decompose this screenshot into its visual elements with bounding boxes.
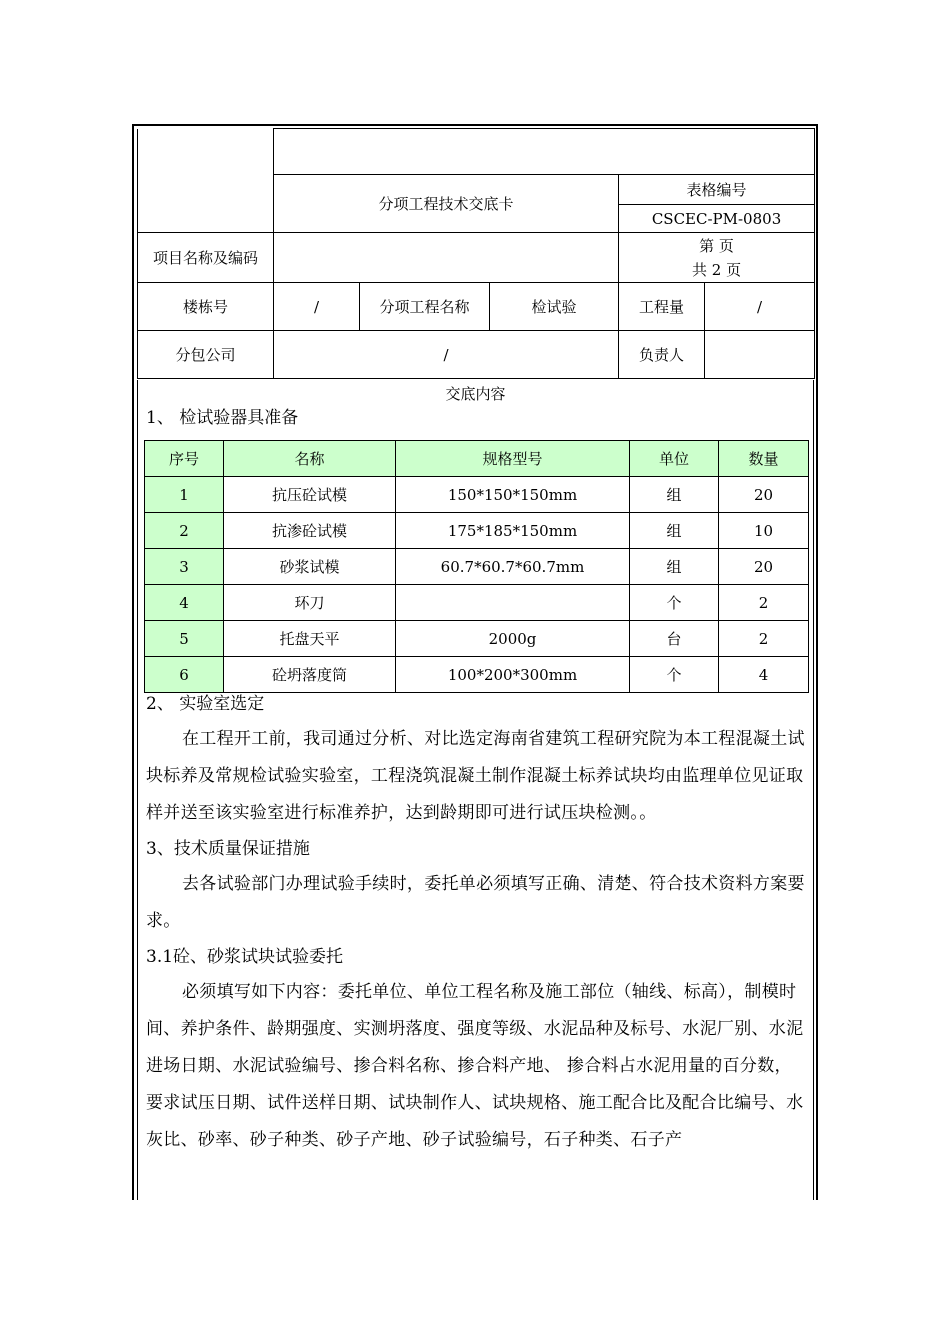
cell-qty: 4 <box>719 657 809 693</box>
cell-no: 2 <box>145 513 224 549</box>
total-pages: 共 2 页 <box>691 260 742 279</box>
cell-unit: 组 <box>630 477 719 513</box>
th-unit: 单位 <box>630 441 719 477</box>
table-row <box>145 621 809 657</box>
cell-no: 1 <box>145 477 224 513</box>
cell-no: 6 <box>145 657 224 693</box>
cell-name: 抗渗砼试模 <box>224 513 396 549</box>
logo-cell <box>138 129 274 233</box>
header-table-wrap <box>137 128 814 379</box>
th-name: 名称 <box>224 441 396 477</box>
subcontractor-value: / <box>274 331 619 379</box>
cell-unit: 个 <box>630 585 719 621</box>
cell-no: 4 <box>145 585 224 621</box>
section-3-paragraph: 去各试验部门办理试验手续时，委托单必须填写正确、清楚、符合技术资料方案要求。 <box>146 874 805 931</box>
cell-spec: 150*150*150mm <box>396 477 630 513</box>
manager-label: 负责人 <box>619 331 705 379</box>
subcontractor-label: 分包公司 <box>138 331 274 379</box>
cell-name: 砼坍落度筒 <box>224 657 396 693</box>
subitem-value: 检试验 <box>490 283 619 331</box>
cell-name: 抗压砼试模 <box>224 477 396 513</box>
quantity-value: / <box>705 283 815 331</box>
cell-unit: 组 <box>630 549 719 585</box>
cell-qty: 20 <box>719 549 809 585</box>
cell-spec: 2000g <box>396 621 630 657</box>
card-title: 分项工程技术交底卡 <box>274 175 619 233</box>
sections-below <box>138 691 813 1159</box>
th-qty: 数量 <box>719 441 809 477</box>
section-2-paragraph: 在工程开工前，我司通过分析、对比选定海南省建筑工程研究院为本工程混凝土试块标养及常规检试验实验室，工程浇筑混凝土制作混凝土标养试块均由监理单位见证取样并送至该实验室进行标准养护，达到龄期即可进行试压块检测。。 <box>146 729 805 823</box>
section-1-heading: 1、 检试验器具准备 <box>146 408 299 428</box>
section-3-1-heading: 3.1砼、砂浆试块试验委托 <box>146 947 344 967</box>
table-row <box>145 513 809 549</box>
table-header-row <box>145 441 809 477</box>
manager-value <box>705 331 815 379</box>
cell-no: 3 <box>145 549 224 585</box>
equipment-table <box>144 440 809 693</box>
page-info <box>619 233 815 283</box>
form-no-label: 表格编号 <box>619 175 815 205</box>
project-label: 项目名称及编码 <box>138 233 274 283</box>
cell-unit: 组 <box>630 513 719 549</box>
cell-qty: 2 <box>719 621 809 657</box>
project-value <box>274 233 619 283</box>
cell-qty: 10 <box>719 513 809 549</box>
th-spec: 规格型号 <box>396 441 630 477</box>
table-row <box>145 477 809 513</box>
th-no: 序号 <box>145 441 224 477</box>
cell-no: 5 <box>145 621 224 657</box>
section-3-1-paragraph: 必须填写如下内容：委托单位、单位工程名称及施工部位（轴线、标高），制模时间、养护条件、龄期强度、实测坍落度、强度等级、水泥品种及标号、水泥厂别、水泥进场日期、水泥试验编号、掺合料名称、掺合料产地、 掺合料占水泥用量的百分数，要求试压日期、试件送样日期、试块制作人、试块规格、施工配合比及配合比编号、水灰比、砂率、砂子种类、砂子产地、砂子试验编号，石子种类、石子产 <box>146 982 804 1150</box>
quantity-label: 工程量 <box>619 283 705 331</box>
content-area <box>137 380 814 1200</box>
cell-unit: 台 <box>630 621 719 657</box>
building-label: 楼栋号 <box>138 283 274 331</box>
section-3-heading: 3、技术质量保证措施 <box>146 839 310 859</box>
building-value: / <box>274 283 360 331</box>
blank-top-cell <box>274 129 815 175</box>
cell-spec: 100*200*300mm <box>396 657 630 693</box>
cell-name: 托盘天平 <box>224 621 396 657</box>
cell-spec <box>396 585 630 621</box>
subitem-label: 分项工程名称 <box>360 283 490 331</box>
form-no-value: CSCEC-PM-0803 <box>619 205 815 233</box>
cell-spec: 60.7*60.7*60.7mm <box>396 549 630 585</box>
table-row <box>145 657 809 693</box>
table-row <box>145 549 809 585</box>
cell-spec: 175*185*150mm <box>396 513 630 549</box>
cell-qty: 20 <box>719 477 809 513</box>
cell-qty: 2 <box>719 585 809 621</box>
cell-name: 砂浆试模 <box>224 549 396 585</box>
cell-unit: 个 <box>630 657 719 693</box>
table-row <box>145 585 809 621</box>
header-table <box>137 128 815 379</box>
cell-name: 环刀 <box>224 585 396 621</box>
section-2-heading: 2、 实验室选定 <box>146 694 265 714</box>
page-label: 第 页 <box>699 236 734 255</box>
content-title: 交底内容 <box>445 385 506 403</box>
